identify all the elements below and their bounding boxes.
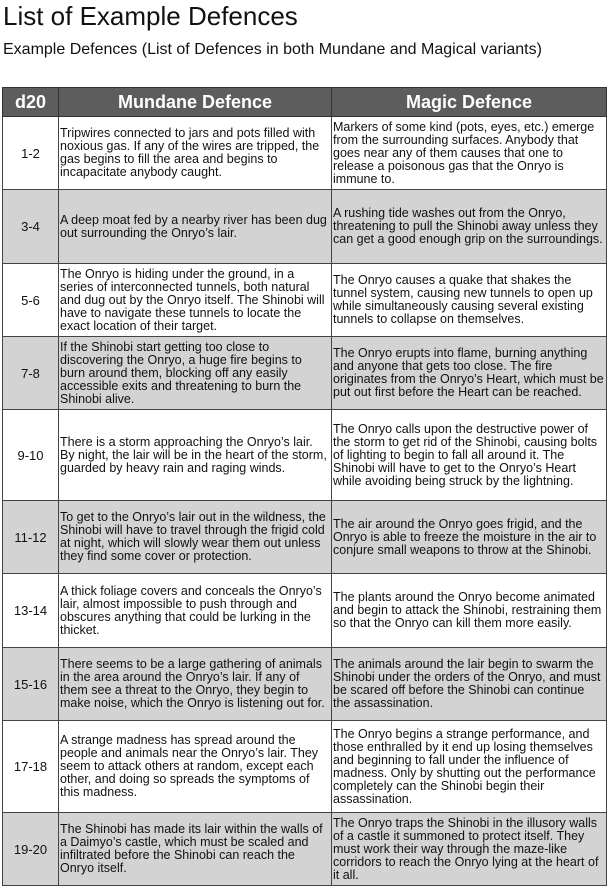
header-d20: d20 bbox=[3, 88, 59, 117]
mundane-cell: A deep moat fed by a nearby river has been dug out surrounding the Onryo’s lair. bbox=[59, 190, 332, 264]
roll-cell: 15-16 bbox=[3, 648, 59, 721]
mundane-cell: There is a storm approaching the Onryo’s lair. By night, the lair will be in the heart of the storm, guarded by heavy rain and raging winds. bbox=[59, 410, 332, 501]
header-magic: Magic Defence bbox=[332, 88, 607, 117]
magic-cell: The plants around the Onryo become animated and begin to attack the Shinobi, restraining them so that the Onryo can kill them more easily. bbox=[332, 574, 607, 648]
magic-cell: The Onryo calls upon the destructive power of the storm to get rid of the Shinobi, causing bolts of lighting to begin to fall all around it. The Shinobi will have to get to the Onryo’s Heart while avoiding being struck by the lightning. bbox=[332, 410, 607, 501]
roll-cell: 17-18 bbox=[3, 721, 59, 813]
magic-cell: The Onryo erupts into flame, burning anything and anyone that gets too close. The fire originates from the Onryo’s Heart, which must be put out first before the Heart can be reached. bbox=[332, 337, 607, 410]
table-row bbox=[3, 264, 607, 337]
table-header-row bbox=[3, 88, 607, 117]
roll-cell: 9-10 bbox=[3, 410, 59, 501]
defences-table bbox=[2, 87, 607, 886]
roll-cell: 13-14 bbox=[3, 574, 59, 648]
mundane-cell: There seems to be a large gathering of animals in the area around the Onryo’s lair. If any of them see a threat to the Onryo, they begin to make noise, which the Onryo is listening out for. bbox=[59, 648, 332, 721]
roll-cell: 3-4 bbox=[3, 190, 59, 264]
mundane-cell: To get to the Onryo’s lair out in the wildness, the Shinobi will have to travel through the frigid cold at night, which will slowly wear them out unless they find some cover or protection. bbox=[59, 501, 332, 574]
roll-cell: 7-8 bbox=[3, 337, 59, 410]
table-row bbox=[3, 813, 607, 886]
mundane-cell: The Onryo is hiding under the ground, in a series of interconnected tunnels, both natural and dug out by the Onryo itself. The Shinobi will have to navigate these tunnels to locate the exact location of their target. bbox=[59, 264, 332, 337]
page-subtitle: Example Defences (List of Defences in both Mundane and Magical variants) bbox=[3, 41, 542, 58]
table-row bbox=[3, 501, 607, 574]
mundane-cell: If the Shinobi start getting too close to discovering the Onryo, a huge fire begins to burn around them, blocking off any easily accessible exits and threatening to burn the Shinobi alive. bbox=[59, 337, 332, 410]
magic-cell: The Onryo begins a strange performance, and those enthralled by it end up losing themselves and beginning to fall under the influence of madness. Only by shutting out the performance completely can the Shinobi begin their assassination. bbox=[332, 721, 607, 813]
table-row bbox=[3, 410, 607, 501]
table-row bbox=[3, 117, 607, 190]
magic-cell: The Onryo causes a quake that shakes the tunnel system, causing new tunnels to open up while simultaneously causing several existing tunnels to collapse on themselves. bbox=[332, 264, 607, 337]
mundane-cell: A strange madness has spread around the people and animals near the Onryo’s lair. They seem to attack others at random, except each other, and doing so spreads the symptoms of this madness. bbox=[59, 721, 332, 813]
magic-cell: A rushing tide washes out from the Onryo, threatening to pull the Shinobi away unless they can get a good enough grip on the surroundings. bbox=[332, 190, 607, 264]
mundane-cell: A thick foliage covers and conceals the Onryo’s lair, almost impossible to push through and obscures anything that could be lurking in the thicket. bbox=[59, 574, 332, 648]
table-row bbox=[3, 190, 607, 264]
table-row bbox=[3, 337, 607, 410]
mundane-cell: Tripwires connected to jars and pots filled with noxious gas. If any of the wires are tripped, the gas begins to fill the area and begins to incapacitate anybody caught. bbox=[59, 117, 332, 190]
mundane-cell: The Shinobi has made its lair within the walls of a Daimyo’s castle, which must be scaled and infiltrated before the Shinobi can reach the Onryo itself. bbox=[59, 813, 332, 886]
magic-cell: The air around the Onryo goes frigid, and the Onryo is able to freeze the moisture in the air to conjure small weapons to throw at the Shinobi. bbox=[332, 501, 607, 574]
magic-cell: The animals around the lair begin to swarm the Shinobi under the orders of the Onryo, and must be scared off before the Shinobi can continue the assassination. bbox=[332, 648, 607, 721]
header-mundane: Mundane Defence bbox=[59, 88, 332, 117]
roll-cell: 1-2 bbox=[3, 117, 59, 190]
table-row bbox=[3, 648, 607, 721]
table-row bbox=[3, 721, 607, 813]
table-row bbox=[3, 574, 607, 648]
page-title: List of Example Defences bbox=[3, 1, 298, 31]
magic-cell: Markers of some kind (pots, eyes, etc.) emerge from the surrounding surfaces. Anybody that goes near any of them causes that one to release a poisonous gas that the Onryo is immune to. bbox=[332, 117, 607, 190]
roll-cell: 5-6 bbox=[3, 264, 59, 337]
roll-cell: 19-20 bbox=[3, 813, 59, 886]
roll-cell: 11-12 bbox=[3, 501, 59, 574]
magic-cell: The Onryo traps the Shinobi in the illusory walls of a castle it summoned to protect itself. They must work their way through the maze-like corridors to reach the Onryo lying at the heart of it all. bbox=[332, 813, 607, 886]
